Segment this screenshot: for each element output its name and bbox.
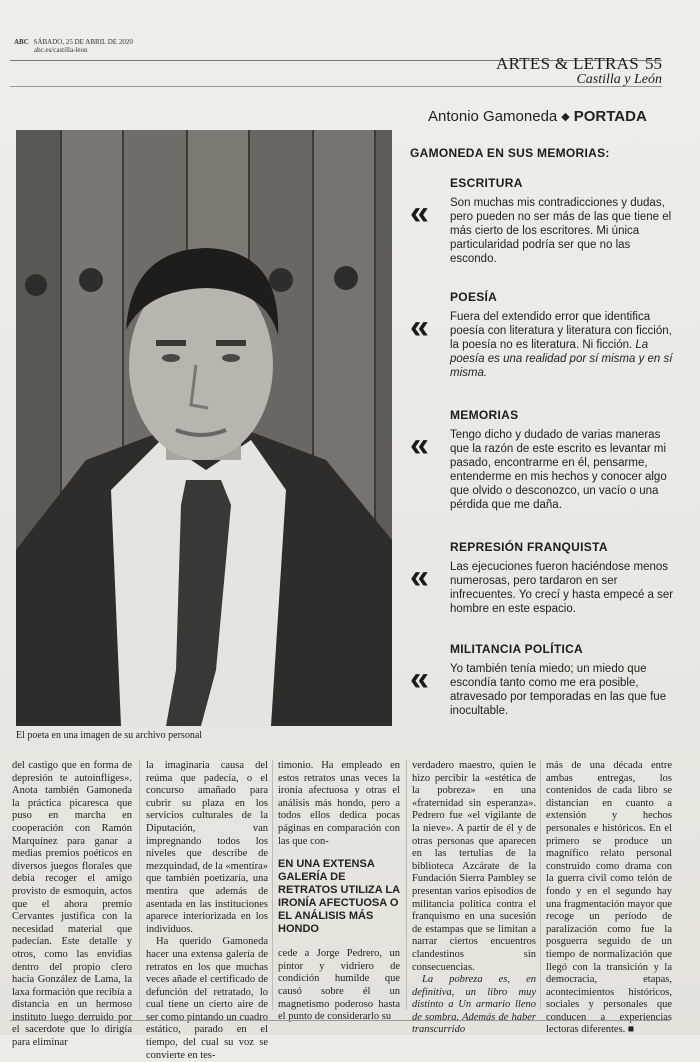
column-rule — [540, 760, 541, 1010]
kicker-section: PORTADA — [573, 108, 647, 125]
diamond-icon: ◆ — [561, 111, 570, 123]
quote-title: MILITANCIA POLÍTICA — [450, 642, 584, 656]
body-column-5 — [546, 760, 672, 1036]
end-mark-icon: ■ — [627, 1024, 635, 1036]
body-paragraph: La pobreza es, en definitiva, un libro muy distinto a Un armario lleno de sombra. Además de haber transcurrido — [412, 974, 536, 1036]
quote-mark-icon: « — [410, 194, 429, 232]
kicker-name: Antonio Gamoneda — [428, 108, 558, 125]
web-address: abc.es/castilla-leon — [34, 46, 88, 54]
paper-name: ABC — [14, 38, 29, 46]
section-header — [496, 54, 662, 88]
quote-text — [450, 310, 674, 380]
quotes-title: GAMONEDA EN SUS MEMORIAS: — [410, 146, 610, 160]
quote-title: MEMORIAS — [450, 408, 519, 422]
quote-mark-icon: « — [410, 558, 429, 596]
quote-mark-icon: « — [410, 426, 429, 464]
quote-title: ESCRITURA — [450, 176, 523, 190]
body-column-3 — [278, 760, 400, 1023]
body-text: más de una década entre ambas entregas, los contenidos de cada libro se distancian en cuanto a extensión y hechos personales e históricos. En el primero se produce un magnífico relato personal construido como drama con la guerra civil como telón de fondo y en el segundo hay una fragmentación mayor que recoge un período de paralización como fue la posguerra seguido de un tiempo de normalización que llegó con la transición y la democracia, etapas, acontecimientos históricos, sociales y personales que conducen a experiencias lectoras diferentes. — [546, 760, 672, 1036]
quote-text-italic: La poesía es una realidad por sí misma y en sí misma. — [450, 339, 673, 379]
body-paragraph: la imaginaria causa del reúma que padecía, o el concurso amañado para cubrir su plaza en los servicios culturales de la Diputación, van impregnando todos los niveles que describe de mezquindad, de la «mentira» que también poetizaría, una mentira que además de asentada en las instituciones aparece interiorizada en los individuos. — [146, 760, 268, 935]
body-paragraph: timonio. Ha empleado en estos retratos unas veces la ironía afectuosa y otras el análisis más hondo, pero a todos ellos dedica pocas páginas en comparación con las que con- — [278, 760, 400, 847]
quote-text: Las ejecuciones fueron haciéndose menos numerosas, pero tardaron en ser infrecuentes. Yo crecí y hasta empecé a ser hombre en este espacio. — [450, 561, 674, 615]
header-dateline — [14, 38, 133, 54]
header-rule-lower — [10, 86, 662, 87]
article-kicker — [428, 108, 647, 125]
quote-text: Son muchas mis contradicciones y dudas, pero pueden no ser más de las que tiene el más cierto de los escritores. Mi única particularidad podría ser que no las escondo. — [450, 197, 672, 265]
quote-text: Yo también tenía miedo; un miedo que escondía tanto como me era posible, atravesado por temporadas en las que fue inocultable. — [450, 663, 667, 717]
body-paragraph — [546, 760, 672, 1037]
section-title: ARTES & LETRAS — [496, 54, 639, 73]
poet-photo — [16, 130, 392, 726]
column-rule — [139, 760, 140, 1010]
column-rule — [272, 760, 273, 1010]
quote-title: REPRESIÓN FRANQUISTA — [450, 540, 608, 554]
quote-text: Tengo dicho y dudado de varias maneras que la razón de este escrito es levantar mi pasado, encontrarme en él, pensarme, entenderme en mis hechos y conocer algo que olvido o desconozco, un vacío o una pérdida que me daña. — [450, 429, 667, 511]
body-paragraph: Ha querido Gamoneda hacer una extensa galería de retratos en los que muchas veces añade el certificado de defunción del retratado, lo cual tiene un cierto aire de ser como pintando un cuadro estático, parado en el tiempo, del cual su voz se convierte en tes- — [146, 936, 268, 1061]
page-bottom-rule — [10, 1020, 670, 1021]
issue-date: SÁBADO, 25 DE ABRIL DE 2020 — [33, 38, 133, 46]
quote-mark-icon: « — [410, 308, 429, 346]
quote-title: POESÍA — [450, 290, 498, 304]
quote-text-roman: Fuera del extendido error que identifica poesía con literatura y literatura con ficción, la poesía no es literatura. Ni ficción. — [450, 311, 672, 351]
body-column-4 — [412, 760, 536, 1036]
body-column-2 — [146, 760, 268, 1061]
section-subtitle: Castilla y León — [576, 72, 662, 87]
body-paragraph: cede a Jorge Pedrero, un pintor y vidriero de condición humilde que causó sobre él un magnetismo poderoso hasta el punto de considerarlo su — [278, 948, 400, 1023]
body-paragraph: del castigo que en forma de depresión te autoinfliges». Anota también Gamoneda la práctica picaresca que puso en marcha en cooperación con Ramón Marquínez para ganar a medias premios poéticos en diversos juegos florales que debía recoger el amigo provisto de esmoquin, actos que el ahora premio Cervantes justifica con la necesidad material que padecían. Este detalle y otros, como las envidias dentro del propio clero hacia González de Lama, la laxa formación que recibía a distancia en un hermoso instituto luego derruido por el sacerdote que lo dirigía para eliminar — [12, 760, 132, 1049]
article-subhead: EN UNA EXTENSA GALERÍA DE RETRATOS UTILIZA LA IRONÍA AFECTUOSA O EL ANÁLISIS MÁS HONDO — [278, 858, 400, 936]
photo-caption: El poeta en una imagen de su archivo personal — [16, 730, 203, 741]
body-paragraph: verdadero maestro, quien le hizo percibir la «estética de la pobreza» en una «fraternidad sin esperanza». Pedrero fue «el vigilante de la nieve». A partir de él y de otras personas que aparecen en las tertulias de la biblioteca Azcárate de la Fundación Sierra Pambley se presentan varios episodios de militancia política contra el franquismo en una sucesión de estampas que se limitan a narrar ciertos encuentros clandestinos sin consecuencias. — [412, 760, 536, 973]
column-rule — [406, 760, 407, 1010]
page-number: 55 — [645, 54, 662, 73]
quote-mark-icon: « — [410, 660, 429, 698]
body-column-1 — [12, 760, 132, 1049]
